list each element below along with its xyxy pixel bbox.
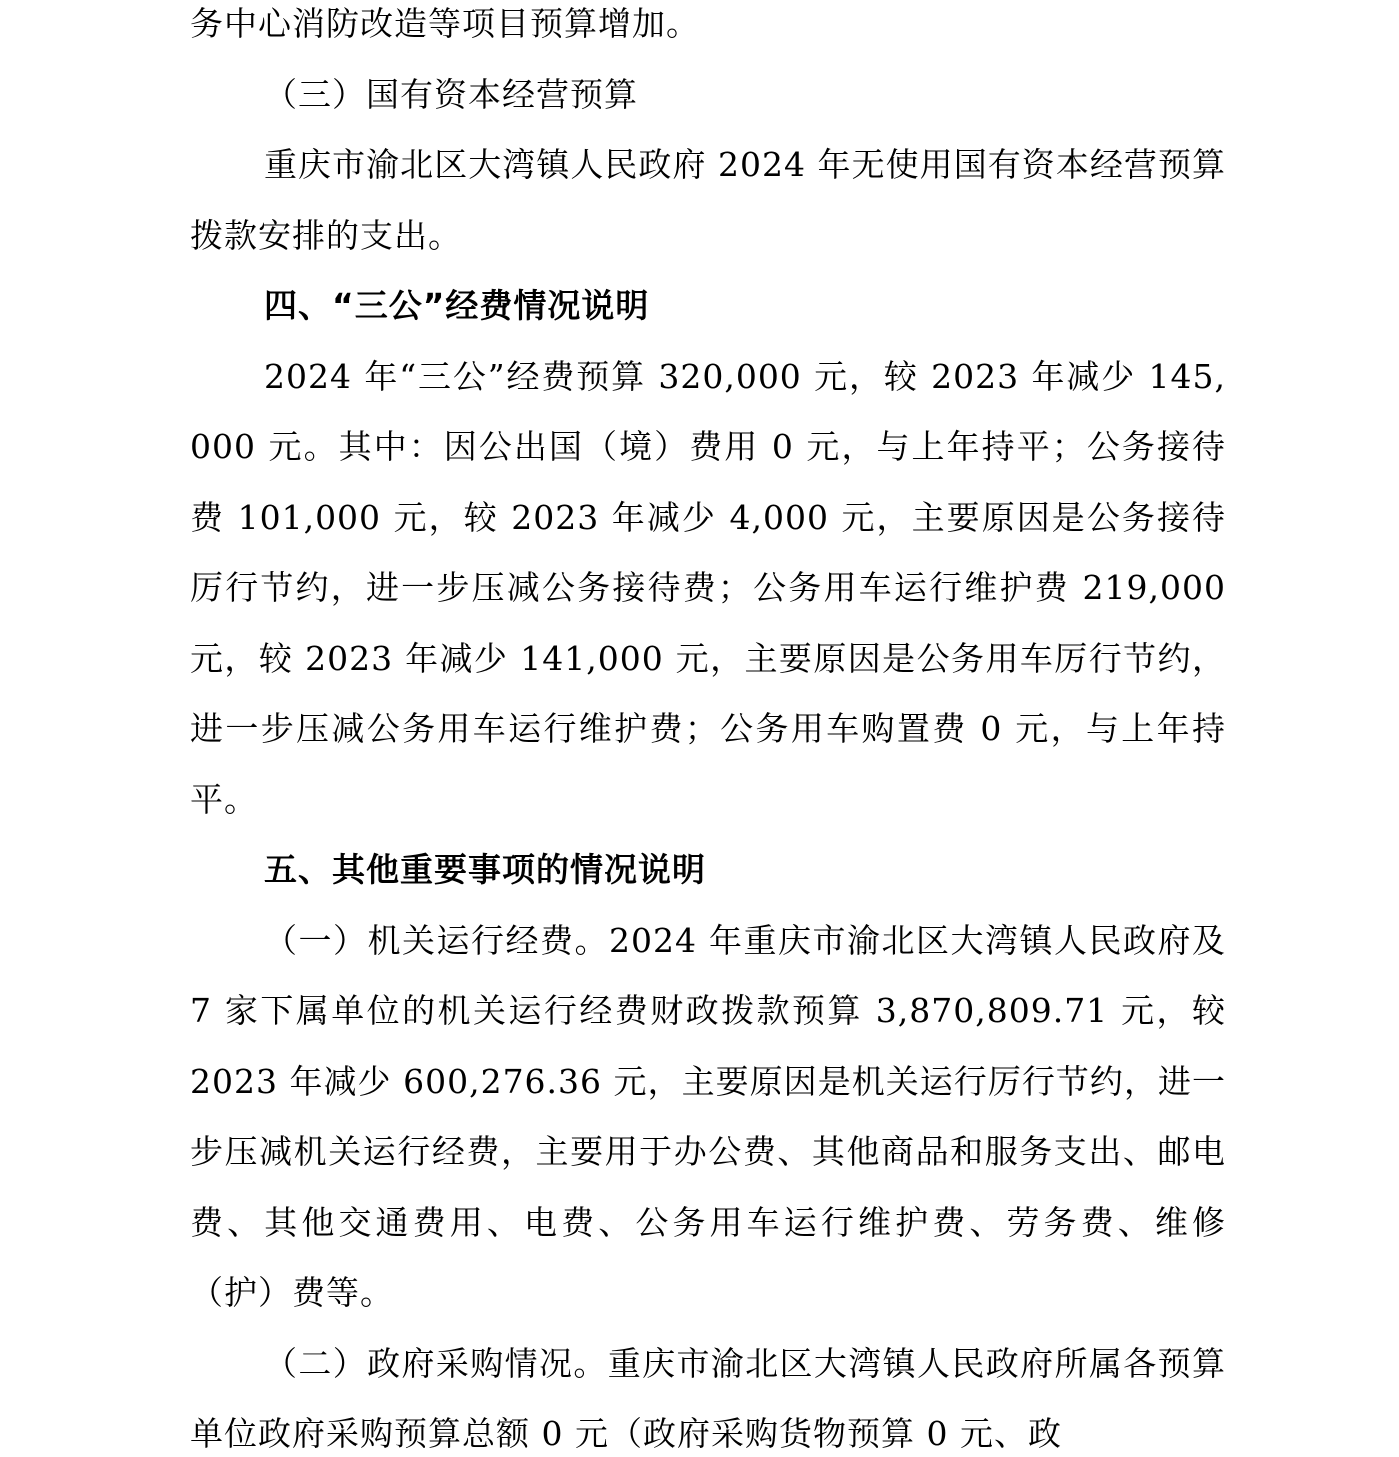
paragraph-continuation: 务中心消防改造等项目预算增加。 (190, 4, 700, 43)
paragraph-government-procurement: （二）政府采购情况。重庆市渝北区大湾镇人民政府所属各预算单位政府采购预算总额 0 元（政府采购货物预算 0 元、政 (190, 1343, 1226, 1453)
paragraph-three-public-expenses: 2024 年“三公”经费预算 320,000 元，较 2023 年减少 145,000 元。其中：因公出国（境）费用 0 元，与上年持平；公务接待费 101,000 元，较 2023 年减少 4,000 元，主要原因是公务接待厉行节约，进一步压减公务接待费；公务用车运行维护费 219,000 元，较 2023 年减少 141,000 元，主要原因是公务用车厉行节约，进一步压减公务用车运行维护费；公务用车购置费 0 元，与上年持平。 (190, 356, 1226, 819)
section-heading-other-important-matters: 五、其他重要事项的情况说明 (264, 850, 706, 889)
document-page (190, 0, 1226, 1457)
subsection-heading-state-capital-budget: （三）国有资本经营预算 (264, 74, 638, 114)
section-heading-three-public-expenses: 四、“三公”经费情况说明 (264, 286, 650, 325)
paragraph-state-capital-budget: 重庆市渝北区大湾镇人民政府 2024 年无使用国有资本经营预算拨款安排的支出。 (190, 145, 1226, 255)
paragraph-office-operating-expenses: （一）机关运行经费。2024 年重庆市渝北区大湾镇人民政府及 7 家下属单位的机关运行经费财政拨款预算 3,870,809.71 元，较 2023 年减少 600,276.36 元，主要原因是机关运行厉行节约，进一步压减机关运行经费，主要用于办公费、其他商品和服务支出、邮电费、其他交通费用、电费、公务用车运行维护费、劳务费、维修（护）费等。 (190, 920, 1226, 1312)
